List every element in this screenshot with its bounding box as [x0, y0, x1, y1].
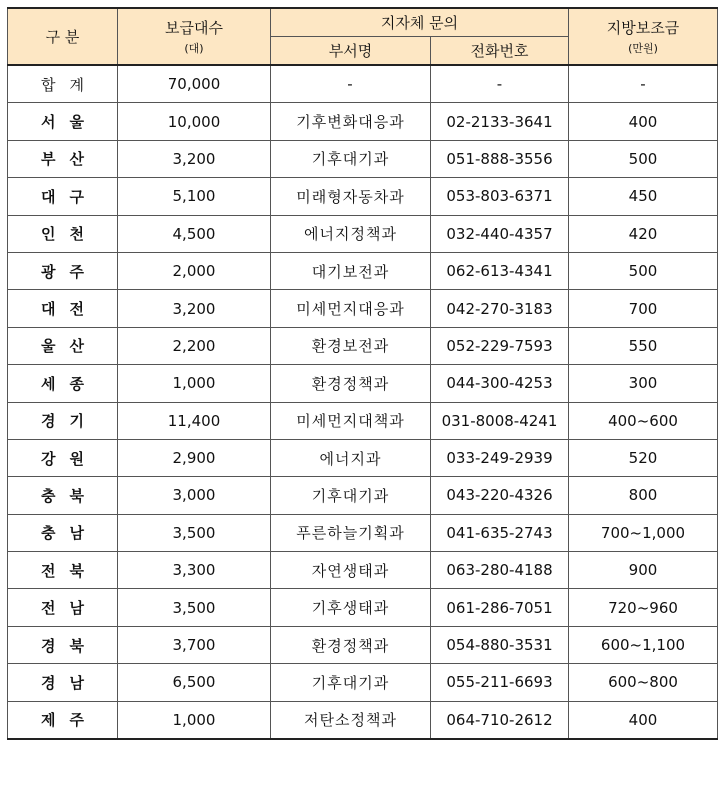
- region-cell: 울산: [8, 327, 118, 364]
- subsidy-cell: 300: [569, 365, 718, 402]
- phone-cell: 044-300-4253: [431, 365, 569, 402]
- count-cell: 3,500: [118, 514, 271, 551]
- dept-cell: 기후대기과: [271, 140, 431, 177]
- subsidy-cell: 700~1,000: [569, 514, 718, 551]
- count-cell: 4,500: [118, 215, 271, 252]
- phone-cell: 033-249-2939: [431, 439, 569, 476]
- subsidy-table-container: [7, 7, 718, 740]
- table-row: [8, 701, 718, 739]
- phone-cell: 062-613-4341: [431, 252, 569, 289]
- phone-cell: 02-2133-3641: [431, 103, 569, 140]
- table-row: [8, 215, 718, 252]
- subsidy-cell: 400: [569, 103, 718, 140]
- subsidy-cell: 600~800: [569, 664, 718, 701]
- table-row: [8, 514, 718, 551]
- count-cell: 3,200: [118, 140, 271, 177]
- phone-cell: -: [431, 65, 569, 103]
- count-cell: 3,200: [118, 290, 271, 327]
- count-cell: 3,500: [118, 589, 271, 626]
- count-cell: 2,200: [118, 327, 271, 364]
- subsidy-cell: 600~1,100: [569, 626, 718, 663]
- table-row: [8, 290, 718, 327]
- table-row: [8, 178, 718, 215]
- dept-cell: 자연생태과: [271, 552, 431, 589]
- header-count-unit: (대): [184, 42, 204, 55]
- region-cell: 부산: [8, 140, 118, 177]
- phone-cell: 055-211-6693: [431, 664, 569, 701]
- table-row: [8, 365, 718, 402]
- ev-subsidy-table: [7, 7, 718, 740]
- subsidy-cell: 720~960: [569, 589, 718, 626]
- dept-cell: 기후대기과: [271, 664, 431, 701]
- table-row: [8, 589, 718, 626]
- dept-cell: 미래형자동차과: [271, 178, 431, 215]
- region-cell: 인천: [8, 215, 118, 252]
- subsidy-cell: 500: [569, 140, 718, 177]
- count-cell: 6,500: [118, 664, 271, 701]
- dept-cell: 환경정책과: [271, 365, 431, 402]
- region-cell: 합계: [8, 65, 118, 103]
- subsidy-cell: -: [569, 65, 718, 103]
- table-body: [8, 65, 718, 739]
- table-row: [8, 103, 718, 140]
- phone-cell: 043-220-4326: [431, 477, 569, 514]
- table-row: [8, 252, 718, 289]
- subsidy-cell: 420: [569, 215, 718, 252]
- header-region: 구 분: [8, 8, 118, 65]
- region-cell: 제주: [8, 701, 118, 739]
- count-cell: 3,300: [118, 552, 271, 589]
- region-cell: 세종: [8, 365, 118, 402]
- phone-cell: 054-880-3531: [431, 626, 569, 663]
- dept-cell: 미세먼지대응과: [271, 290, 431, 327]
- phone-cell: 031-8008-4241: [431, 402, 569, 439]
- count-cell: 70,000: [118, 65, 271, 103]
- dept-cell: -: [271, 65, 431, 103]
- count-cell: 1,000: [118, 701, 271, 739]
- header-dept: 부서명: [271, 37, 431, 66]
- region-cell: 전남: [8, 589, 118, 626]
- header-row-1: [8, 8, 718, 37]
- phone-cell: 051-888-3556: [431, 140, 569, 177]
- header-count: 보급대수 (대): [118, 8, 271, 65]
- phone-cell: 052-229-7593: [431, 327, 569, 364]
- header-contact: 지자체 문의: [271, 8, 569, 37]
- dept-cell: 환경정책과: [271, 626, 431, 663]
- table-row: [8, 552, 718, 589]
- count-cell: 5,100: [118, 178, 271, 215]
- phone-cell: 042-270-3183: [431, 290, 569, 327]
- region-cell: 대구: [8, 178, 118, 215]
- table-row: [8, 402, 718, 439]
- count-cell: 3,700: [118, 626, 271, 663]
- dept-cell: 저탄소정책과: [271, 701, 431, 739]
- subsidy-cell: 900: [569, 552, 718, 589]
- phone-cell: 064-710-2612: [431, 701, 569, 739]
- subsidy-cell: 520: [569, 439, 718, 476]
- count-cell: 10,000: [118, 103, 271, 140]
- dept-cell: 기후대기과: [271, 477, 431, 514]
- subsidy-cell: 400~600: [569, 402, 718, 439]
- subsidy-cell: 500: [569, 252, 718, 289]
- dept-cell: 푸른하늘기획과: [271, 514, 431, 551]
- subsidy-cell: 800: [569, 477, 718, 514]
- dept-cell: 미세먼지대책과: [271, 402, 431, 439]
- subsidy-cell: 450: [569, 178, 718, 215]
- region-cell: 충남: [8, 514, 118, 551]
- table-row: [8, 439, 718, 476]
- total-row: [8, 65, 718, 103]
- region-cell: 전북: [8, 552, 118, 589]
- dept-cell: 에너지정책과: [271, 215, 431, 252]
- table-row: [8, 140, 718, 177]
- dept-cell: 기후변화대응과: [271, 103, 431, 140]
- region-cell: 대전: [8, 290, 118, 327]
- dept-cell: 에너지과: [271, 439, 431, 476]
- dept-cell: 대기보전과: [271, 252, 431, 289]
- header-subsidy-unit: (만원): [628, 42, 658, 55]
- count-cell: 3,000: [118, 477, 271, 514]
- table-row: [8, 477, 718, 514]
- header-phone: 전화번호: [431, 37, 569, 66]
- subsidy-cell: 550: [569, 327, 718, 364]
- region-cell: 충북: [8, 477, 118, 514]
- region-cell: 강원: [8, 439, 118, 476]
- region-cell: 경남: [8, 664, 118, 701]
- count-cell: 1,000: [118, 365, 271, 402]
- region-cell: 경북: [8, 626, 118, 663]
- phone-cell: 053-803-6371: [431, 178, 569, 215]
- table-row: [8, 327, 718, 364]
- count-cell: 11,400: [118, 402, 271, 439]
- header-subsidy: 지방보조금 (만원): [569, 8, 718, 65]
- table-row: [8, 626, 718, 663]
- subsidy-cell: 400: [569, 701, 718, 739]
- count-cell: 2,900: [118, 439, 271, 476]
- phone-cell: 061-286-7051: [431, 589, 569, 626]
- region-cell: 경기: [8, 402, 118, 439]
- dept-cell: 기후생태과: [271, 589, 431, 626]
- region-cell: 광주: [8, 252, 118, 289]
- count-cell: 2,000: [118, 252, 271, 289]
- subsidy-cell: 700: [569, 290, 718, 327]
- phone-cell: 032-440-4357: [431, 215, 569, 252]
- region-cell: 서울: [8, 103, 118, 140]
- phone-cell: 041-635-2743: [431, 514, 569, 551]
- phone-cell: 063-280-4188: [431, 552, 569, 589]
- dept-cell: 환경보전과: [271, 327, 431, 364]
- table-row: [8, 664, 718, 701]
